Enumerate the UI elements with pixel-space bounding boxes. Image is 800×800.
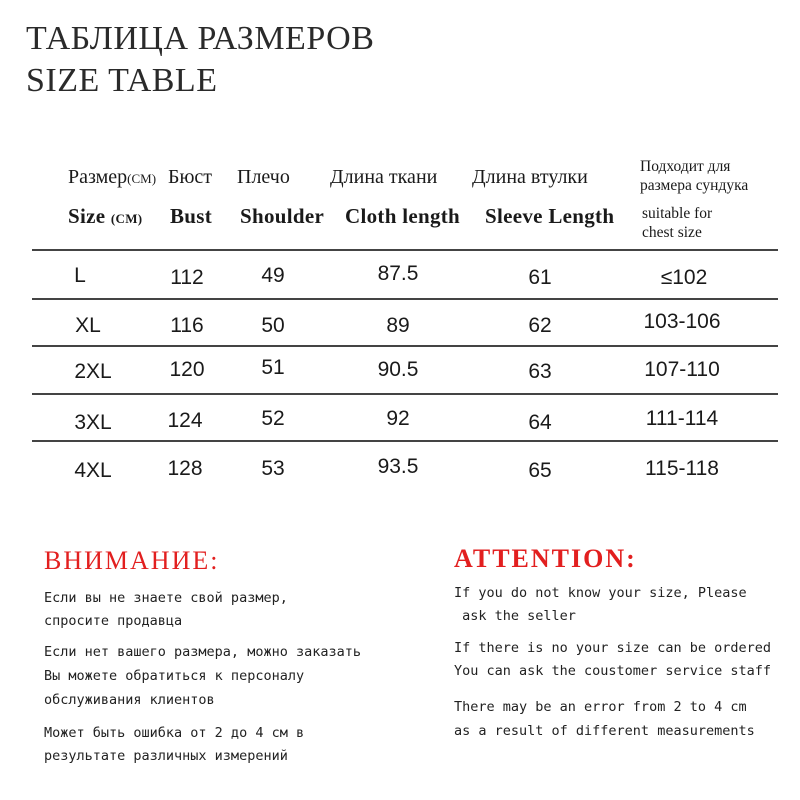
cell-bust: 124: [167, 409, 203, 432]
attention-ru-line: Вы можете обратиться к персоналу: [44, 668, 305, 684]
attention-en-line: as a result of different measurements: [454, 723, 755, 739]
cell-sleeve: 64: [528, 411, 552, 434]
header-shoulder-en: Shoulder: [240, 204, 325, 228]
cell-bust: 128: [167, 457, 203, 480]
cell-size: 3XL: [74, 411, 112, 434]
cell-shoulder: 50: [261, 314, 285, 337]
cell-chest: 103-106: [643, 310, 721, 333]
cell-sleeve: 61: [528, 266, 552, 289]
cell-chest: 115-118: [645, 457, 719, 480]
attention-ru-line: Может быть ошибка от 2 до 4 см в: [44, 725, 305, 741]
header-chest-en-line2: chest size: [642, 224, 702, 241]
header-sleeve-en: Sleeve Length: [485, 204, 615, 228]
table-divider: [32, 393, 778, 395]
cell-shoulder: 51: [261, 356, 285, 379]
cell-size: 4XL: [74, 459, 112, 482]
cell-bust: 112: [170, 266, 204, 289]
cell-sleeve: 65: [528, 459, 552, 482]
page-title-ru: ТАБЛИЦА РАЗМЕРОВ: [26, 20, 375, 57]
header-size-ru-label: Размер: [68, 166, 128, 188]
cell-chest: 107-110: [644, 358, 720, 381]
attention-ru-line: результате различных измерений: [44, 748, 288, 764]
cell-cloth: 89: [386, 314, 410, 337]
attention-en-line: There may be an error from 2 to 4 cm: [454, 699, 747, 715]
attention-en-title: ATTENTION:: [454, 544, 637, 573]
cell-bust: 116: [170, 314, 204, 337]
header-shoulder-ru: Плечо: [237, 166, 290, 188]
cell-bust: 120: [169, 358, 205, 381]
attention-en-line: ask the seller: [454, 608, 576, 624]
cell-shoulder: 53: [261, 457, 285, 480]
cell-chest: 111-114: [645, 407, 719, 430]
cell-sleeve: 63: [528, 360, 552, 383]
header-bust-en: Bust: [170, 204, 213, 228]
cell-cloth: 92: [386, 407, 410, 430]
attention-ru-line: обслуживания клиентов: [44, 692, 215, 708]
cell-size: 2XL: [74, 360, 112, 383]
attention-ru-line: Если нет вашего размера, можно заказать: [44, 644, 361, 660]
header-cloth-en: Cloth length: [345, 204, 461, 228]
header-size-en-unit: (CM): [110, 211, 143, 226]
header-size-ru-unit: (CM): [127, 171, 157, 186]
header-chest-ru-line2: размера сундука: [640, 177, 749, 194]
attention-ru-title: ВНИМАНИЕ:: [44, 546, 220, 575]
attention-en-line: If there is no your size can be ordered: [454, 640, 771, 656]
header-sleeve-ru: Длина втулки: [472, 166, 588, 188]
header-chest-ru: [640, 157, 748, 195]
header-chest-en-line1: suitable for: [642, 205, 713, 222]
cell-chest: ≤102: [660, 266, 708, 289]
header-chest-en: [642, 204, 712, 242]
header-size-en-label: Size: [68, 204, 106, 228]
header-bust-ru: Бюст: [168, 166, 213, 188]
cell-cloth: 93.5: [377, 455, 419, 478]
header-cloth-ru: Длина ткани: [330, 166, 438, 188]
table-divider: [32, 298, 778, 300]
attention-ru-line: спросите продавца: [44, 613, 183, 629]
header-size-ru: [68, 166, 156, 189]
cell-shoulder: 49: [261, 264, 285, 287]
attention-en-line: You can ask the coustomer service staff: [454, 663, 771, 679]
header-chest-ru-line1: Подходит для: [640, 158, 731, 175]
cell-size: L: [74, 264, 86, 287]
cell-shoulder: 52: [261, 407, 285, 430]
cell-cloth: 87.5: [377, 262, 419, 285]
attention-ru-line: Если вы не знаете свой размер,: [44, 590, 288, 606]
cell-size: XL: [75, 314, 101, 337]
table-divider: [32, 345, 778, 347]
page-title-en: SIZE TABLE: [26, 62, 218, 99]
table-divider: [32, 249, 778, 251]
cell-cloth: 90.5: [377, 358, 419, 381]
header-size-en: [68, 204, 142, 229]
table-divider: [32, 440, 778, 442]
attention-en-line: If you do not know your size, Please: [454, 585, 747, 601]
cell-sleeve: 62: [528, 314, 552, 337]
